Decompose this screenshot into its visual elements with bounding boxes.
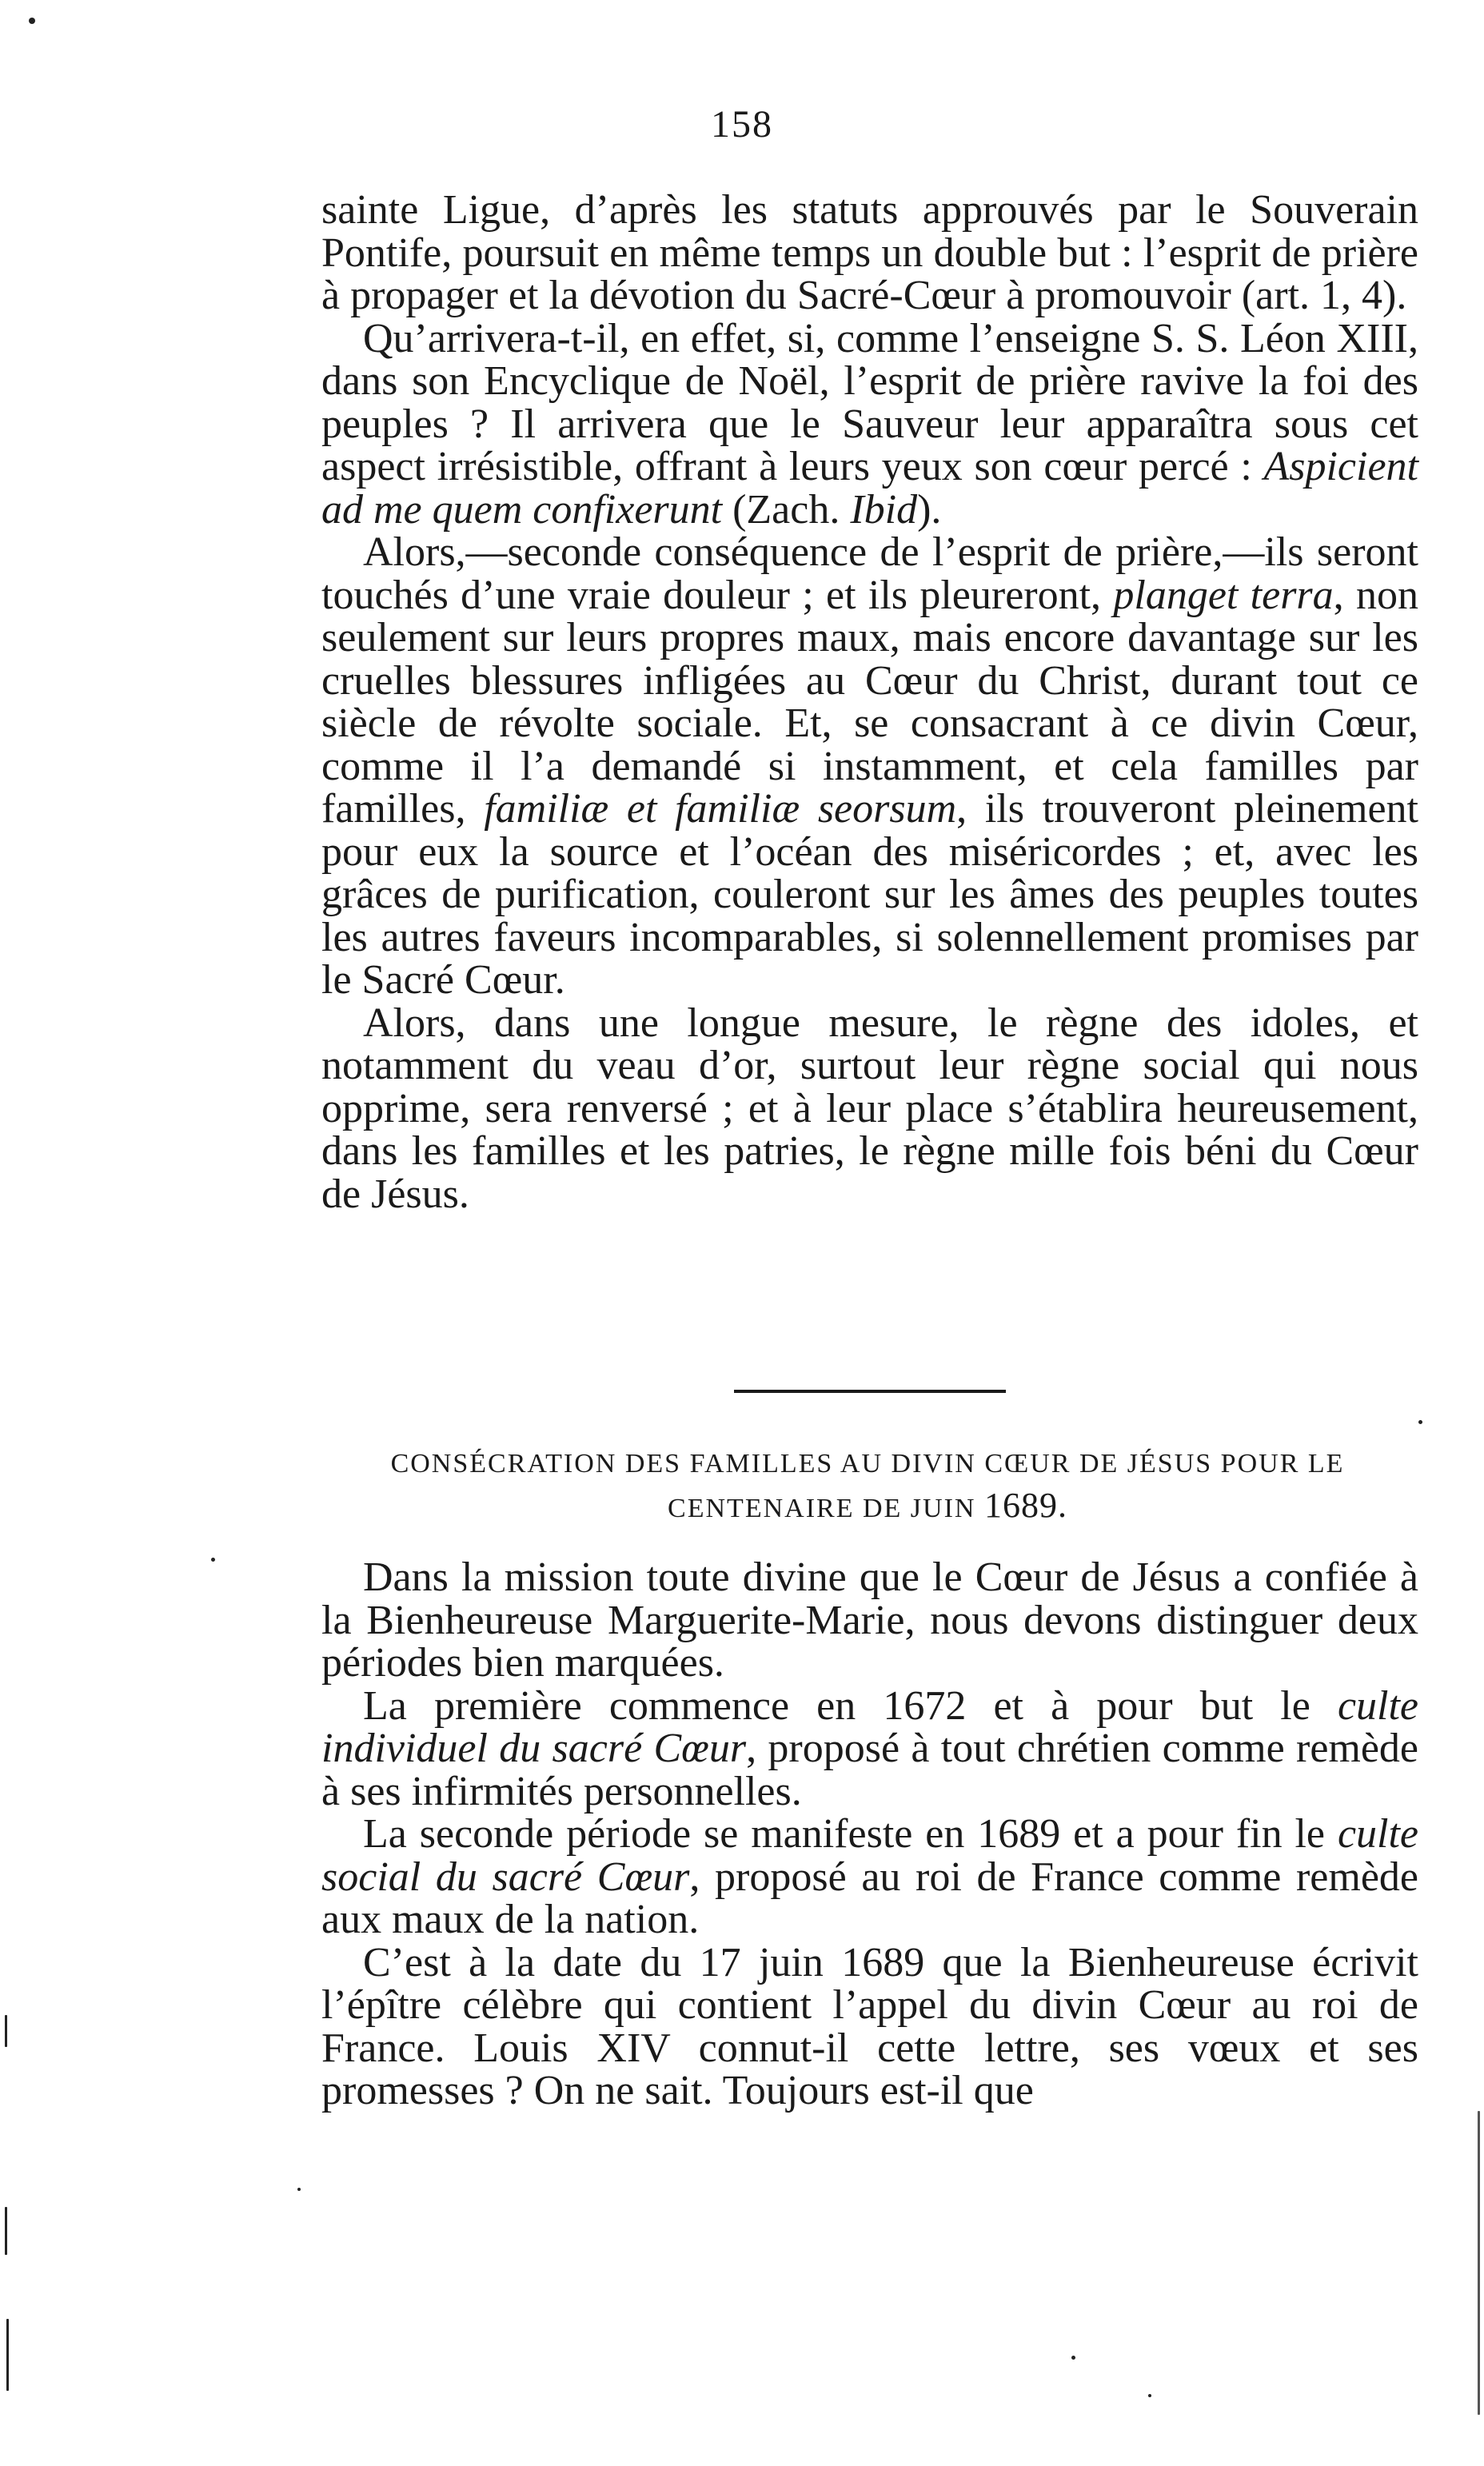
text-run: (Zach. [722,486,851,533]
paragraph [321,317,1418,532]
scan-speck [5,2015,7,2047]
top-text-block [321,189,1418,1215]
paragraph [321,1682,1419,1814]
text-run: C’est à la date du 17 juin 1689 que la Bienheureuse écrivit l’épître célèbre qui contient l’appel du divin Cœur au roi de France. Louis XIV connut-il cette lettre, ses vœux et ses promesses ? On ne sait. Toujours est-il que [321,1939,1418,2113]
text-run: Alors, dans une longue mesure, le règne des idoles, et notamment du veau d’or, surtout leur règne social qui nous opprime, sera renversé ; et à leur place s’établira heureusement, dans les familles et les patries, le règne mille fois béni du Cœur de Jésus. [321,1000,1418,1217]
heading-line-1: CONSÉCRATION DES FAMILLES AU DIVIN CŒUR DE JÉSUS POUR LE [390,1449,1345,1478]
paragraph [321,1941,1418,2113]
scan-speck [211,1558,215,1562]
paragraph [321,1556,1418,1685]
text-run: La première commence en 1672 et à pour but le [363,1682,1338,1729]
paragraph [321,1002,1418,1216]
section-heading [304,1443,1431,1530]
scan-speck [1478,2111,1480,2415]
heading-line-2-text: CENTENAIRE DE JUIN [668,1494,984,1523]
paragraph [321,531,1418,1002]
section-divider [734,1390,1006,1393]
scan-speck [5,2207,7,2255]
italic-text-run: familiæ et familiæ seorsum [484,786,957,832]
text-run: Alors,—seconde conséquence de l’esprit de prière,—ils seront touchés d’une vraie douleur ; et ils pleureront, [321,529,1418,618]
scan-speck [297,2188,301,2191]
text-run: La seconde période se manifeste en 1689 et a pour fin le [363,1811,1338,1857]
text-run: sainte Ligue, d’après les statuts approuvés par le Souverain Pontife, poursuit en même temps un double but : l’esprit de prière à propager et la dévotion du Sacré-Cœur à promouvoir (art. 1, 4). [321,187,1418,318]
text-run: , ils trouveront pleinement pour eux la source et l’océan des miséricordes ; et, avec les grâces de purification, couleront sur les âmes des peuples toutes les autres faveurs incomparables, si solennellement promises par le Sacré Cœur. [321,786,1418,1003]
text-run: , non seulement sur leurs propres maux, mais encore davantage sur les cruelles blessures infligées au Cœur du Christ, durant tout ce siècle de révolte sociale. Et, se consacrant à ce divin Cœur, comme il l’a demandé si instamment, et cela familles par familles, [321,572,1418,832]
paragraph [321,1813,1418,1941]
scan-speck [29,18,35,24]
italic-text-run: culte individuel du sacré Cœur [321,1682,1418,1771]
text-run: ). [917,486,942,533]
italic-text-run: Ibid [850,486,918,533]
paragraph [321,189,1418,317]
italic-text-run: culte social du sacré Cœur [321,1811,1418,1900]
page-number: 158 [711,103,773,146]
scan-speck [1071,2356,1075,2360]
scan-speck [1148,2394,1151,2397]
text-run: , proposé à tout chrétien comme remède à ses infirmités personnelles. [321,1726,1419,1814]
text-run: Qu’arrivera-t-il, en effet, si, comme l’enseigne S. S. Léon XIII, dans son Encyclique de Noël, l’esprit de prière ravive la foi des peuples ? Il arrivera que le Sauveur leur apparaîtra sous cet aspect irrésistible, offrant à leurs yeux son cœur percé : [321,315,1418,489]
scan-speck [1418,1420,1422,1424]
heading-year: 1689. [983,1486,1067,1525]
bottom-text-block [321,1556,1418,2113]
text-run: , proposé au roi de France comme remède aux maux de la nation. [321,1853,1418,1942]
heading-line-2 [304,1485,1431,1530]
text-run: Dans la mission toute divine que le Cœur de Jésus a confiée à la Bienheureuse Marguerite-Marie, nous devons distinguer deux périodes bien marquées. [321,1554,1418,1686]
italic-text-run: Aspicient ad me quem confixerunt [321,444,1418,533]
italic-text-run: planget terra [1113,572,1334,618]
scan-speck [6,2319,9,2391]
